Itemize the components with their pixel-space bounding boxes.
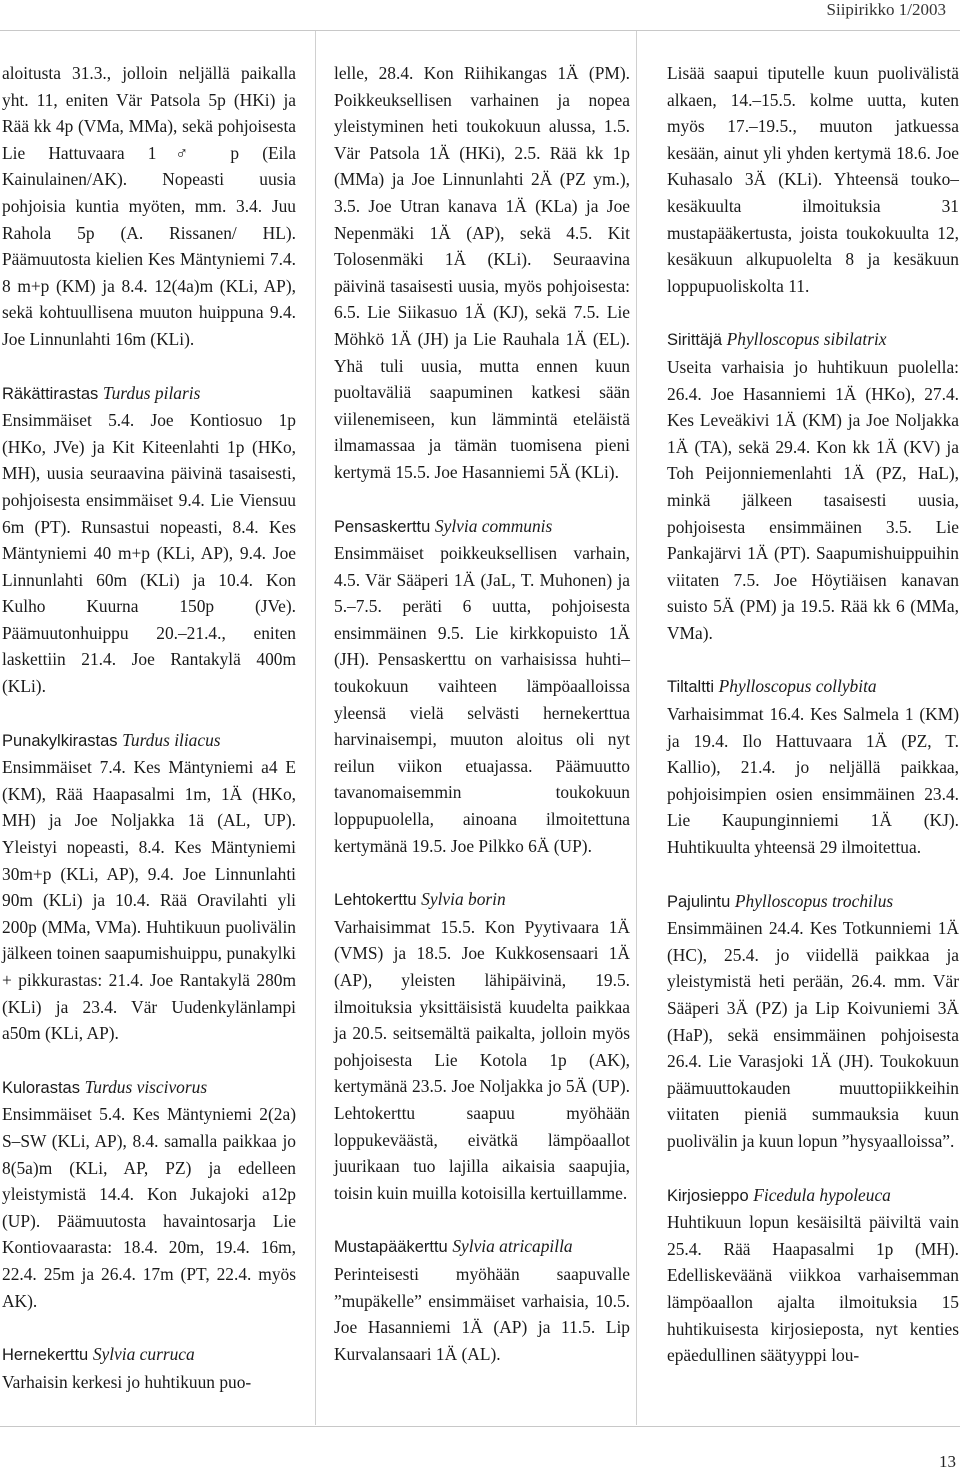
species-latin-name: Phylloscopus sibilatrix	[726, 329, 887, 350]
section-heading-mustapaakerttu	[334, 1233, 630, 1261]
section-text: Useita varhaisia jo huhtikuun puolella: 26.4. Joe Hasanniemi 1Ä (HKo), 27.4. Kes Leveäkivi 1Ä (KM) ja Joe Noljakka 1Ä (TA), sekä 29.4. Kon kk 1Ä (KV) ja Toh Peijonniemenlahti 1Ä (PZ, HaL), minkä jälkeen tasaisesti uusia, pohjoisesta ensimmäinen 3.5. Lie Pankajärvi 1Ä (PT). Saapumishuippuihin viitaten 7.5. Joe Höytiäisen kanavan suisto 5Ä (PM) ja 19.5. Rää kk 6 (MMa, VMa).	[667, 356, 959, 643]
species-finnish-name: Pensaskerttu	[334, 517, 431, 536]
species-latin-name: Sylvia curruca	[92, 1344, 195, 1365]
section-heading-tiltaltti	[667, 673, 959, 701]
section-text: Varhaisin kerkesi jo huhtikuun puo-	[2, 1371, 252, 1392]
species-latin-name: Phylloscopus collybita	[718, 676, 877, 697]
bottom-rule	[0, 1426, 960, 1427]
species-finnish-name: Tiltaltti	[667, 678, 715, 697]
section-text: Huhtikuun lopun kesäisiltä päiviltä vain 25.4. Rää Haapasalmi 1p (MH). Edelliskeväänä viikkoa varhaisemman lämpöaallon ajalta ilmoituksia 15 huhtikuisesta kirjosieposta, nyt kenties epäedullinen säätyyppi lou-	[667, 1212, 959, 1366]
section-heading-sirittaja	[667, 326, 959, 354]
species-finnish-name: Räkättirastas	[2, 384, 99, 403]
species-finnish-name: Lehtokerttu	[334, 891, 417, 910]
column-1	[2, 60, 296, 1395]
species-latin-name: Turdus viscivorus	[84, 1076, 208, 1097]
species-latin-name: Turdus iliacus	[122, 729, 221, 750]
section-heading-kirjosieppo	[667, 1182, 959, 1210]
species-finnish-name: Sirittäjä	[667, 331, 723, 350]
section-text: Ensimmäiset 7.4. Kes Mäntyniemi a4 E (KM), Rää Haapasalmi 1m, 1Ä (HKo, MH) ja Joe Noljakka 1ä (AL, UP). Yleistyi nopeasti, 8.4. Kes Mäntyniemi 30m+p (KLi, AP), 9.4. Joe Linnunlahti 90m (KLi) ja 10.4. Rää Oravilahti yli 200p (MMa, VMa). Huhtikuun puolivälin jälkeen toinen saapumishuippu, punakylki + pikkurastas: 21.4. Joe Rantakylä 280m (KLi) ja 23.4. Vär Uudenkylänlampi a50m (KLi, AP).	[2, 757, 296, 1044]
species-finnish-name: Pajulintu	[667, 892, 731, 911]
section-heading-hernekerttu	[2, 1341, 296, 1369]
section-text: Perinteisesti myöhään saapuvalle ”mupäkelle” ensimmäiset varhaisia, 10.5. Joe Hasanniemi 1Ä (AP) ja 11.5. Lip Kurvalansaari 1Ä (AL).	[334, 1263, 630, 1364]
column-3	[667, 60, 959, 1369]
species-finnish-name: Hernekerttu	[2, 1346, 89, 1365]
species-finnish-name: Mustapääkerttu	[334, 1238, 448, 1257]
paragraph-continued: Lisää saapui tiputelle kuun puolivälistä alkaen, 14.–15.5. kolme uutta, kuten myös 17.–19.5., muuton jatkuessa kesään, ainut yli yhden kertymä 18.6. Joe Kuhasalo 3Ä (KLi). Yhteensä touko–kesäkuulta ilmoituksia 31 mustapääkertusta, joista toukokuulta 12, kesäkuun alkupuolelta 8 ja kesäkuun loppupuoliskolta 11.	[667, 63, 959, 296]
section-heading-rakattirastas	[2, 380, 296, 408]
species-latin-name: Ficedula hypoleuca	[753, 1184, 891, 1205]
column-2	[334, 60, 630, 1367]
section-heading-lehtokerttu	[334, 886, 630, 914]
page-number: 13	[939, 1452, 956, 1471]
section-text: Ensimmäinen 24.4. Kes Totkunniemi 1Ä (HC), 25.4. jo viidellä paikkaa ja yleistymistä heti perään, 26.4. mm. Vär Sääperi 3Ä (PZ) ja Lip Koivuniemi 3Ä (HaP), sekä ensimmäinen pohjoisesta 26.4. Lie Varasjoki 1Ä (JH). Toukokuun päämuuttokauden muuttopiikkeihin viitaten pieniä summauksia kuun puolivälin ja kuun lopun ”hysyaalloissa”.	[667, 918, 959, 1151]
section-heading-kulorastas	[2, 1074, 296, 1102]
species-finnish-name: Kirjosieppo	[667, 1186, 749, 1205]
species-latin-name: Phylloscopus trochilus	[734, 890, 894, 911]
species-finnish-name: Kulorastas	[2, 1078, 80, 1097]
section-heading-pajulintu	[667, 888, 959, 916]
species-latin-name: Sylvia communis	[434, 515, 553, 536]
section-text: Ensimmäiset 5.4. Kes Mäntyniemi 2(2a) S–SW (KLi, AP), 8.4. samalla paikkaa jo 8(5a)m (KLi, AP, PZ) ja edelleen yleistymistä 14.4. Kon Jukajoki a12p (UP). Päämuutosta havaintosarja Lie Kontiovaarasta: 18.4. 20m, 19.4. 16m, 22.4. 25m ja 26.4. 17m (PT, 22.4. myös AK).	[2, 1104, 296, 1311]
section-heading-pensaskerttu	[334, 513, 630, 541]
section-text: Ensimmäiset poikkeuksellisen varhain, 4.5. Vär Sääperi 1Ä (JaL, T. Muhonen) ja 5.–7.5. peräti 6 uutta, pohjoisesta ensimmäinen 9.5. Lie kirkkopuisto 1Ä (JH). Pensaskerttu on varhaisissa huhti–toukokuun vaihteen lämpöaalloissa yleensä vielä selvästi hernekerttua harvinaisempi, muuton aloitus oli nyt reilun viikon etuajassa. Päämuutto tavanomaisemmin toukokuun loppupuolella, ainoana ilmoitettuna kertymänä 19.5. Joe Pilkko 6Ä (UP).	[334, 543, 630, 856]
section-text: Ensimmäiset 5.4. Joe Kontiosuo 1p (HKo, JVe) ja Kit Kiteenlahti 1p (HKo, MH), uusia seuraavina päivinä tasaisesti, pohjoisesta ensimmäiset 9.4. Lie Viensuu 6m (PT). Runsastui nopeasti, 8.4. Kes Mäntyniemi 40 m+p (KLi, AP), 9.4. Joe Linnunlahti 60m (KLi) ja 10.4. Kon Kulho Kuurna 150p (JVe). Päämuutonhuippu 20.–21.4., eniten laskettiin 21.4. Joe Rantakylä 400m (KLi).	[2, 410, 296, 697]
species-latin-name: Turdus pilaris	[102, 382, 201, 403]
column-divider-1	[315, 31, 316, 1425]
section-text: Varhaisimmat 16.4. Kes Salmela 1 (KM) ja 19.4. Ilo Hattuvaara 1Ä (PZ, T. Kallio), 21.4. jo neljällä paikkaa, pohjoisimpien osien ensimmäinen 23.4. Lie Kaupunginniemi 1Ä (KJ). Huhtikuulta yhteensä 29 ilmoitettua.	[667, 704, 959, 858]
species-latin-name: Sylvia borin	[421, 889, 506, 910]
species-latin-name: Sylvia atricapilla	[452, 1236, 573, 1257]
section-heading-punakylkirastas	[2, 727, 296, 755]
top-rule	[0, 30, 960, 31]
paragraph-continued: aloitusta 31.3., jolloin neljällä paikalla yht. 11, eniten Vär Patsola 5p (HKi) ja Rää kk 4p (VMa, MMa), sekä pohjoisesta Lie Hattuvaara 1♂ p (Eila Kainulainen/AK). Nopeasti uusia pohjoisia kuntia myöten, mm. 3.4. Juu Rahola 5p (A. Rissanen/ HL). Päämuutosta kielien Kes Mäntyniemi 7.4. 8 m+p (KM) ja 8.4. 12(4a)m (KLi, AP), sekä kohtuullisena muuton huippuna 9.4. Joe Linnunlahti 16m (KLi).	[2, 63, 296, 349]
paragraph-continued: lelle, 28.4. Kon Riihikangas 1Ä (PM). Poikkeuksellisen varhainen ja nopea yleistyminen heti toukokuun alussa, 1.5. Vär Patsola 1Ä (HKi), 2.5. Rää kk 1p (MMa) ja Joe Linnunlahti 2Ä (PZ ym.), 3.5. Joe Utran kanava 1Ä (KLa) ja Joe Nepenmäki 1Ä (AP), sekä 4.5. Kit Tolosenmäki 1Ä (KLi). Seuraavina päivinä tasaisesti uusia, myös pohjoisesta: 6.5. Lie Siikasuo 1Ä (KJ), sekä 7.5. Lie Möhkö 1Ä (JH) ja Lie Rauhala 1Ä (EL). Yhä tuli uusia, mutta ennen kuun puoltaväliä saapuminen katkesi sään viilenemiseen, kun lämmintä eteläistä ilmamassaa ja tämän tuomisena pieni kertymä 15.5. Joe Hasanniemi 5Ä (KLi).	[334, 63, 630, 482]
running-head: Siipirikko 1/2003	[826, 0, 946, 19]
column-divider-2	[636, 31, 637, 1425]
section-text: Varhaisimmat 15.5. Kon Pyytivaara 1Ä (VMS) ja 18.5. Joe Kukkosensaari 1Ä (AP), yleisten lähipäivinä, 19.5. ilmoituksia yksittäisistä kuudelta paikkaa ja 20.5. seitsemältä paikalta, jolloin myös pohjoisesta Lie Kotola 1p (AK), kertymänä 23.5. Joe Noljakka jo 5Ä (UP). Lehtokerttu saapuu myöhään loppukeväästä, eivätkä lämpöaallot juurikaan tuo lajilla aikaisia saapujia, toisin kuin muilla kotoisilla kertuillamme.	[334, 916, 630, 1203]
species-finnish-name: Punakylkirastas	[2, 731, 118, 750]
